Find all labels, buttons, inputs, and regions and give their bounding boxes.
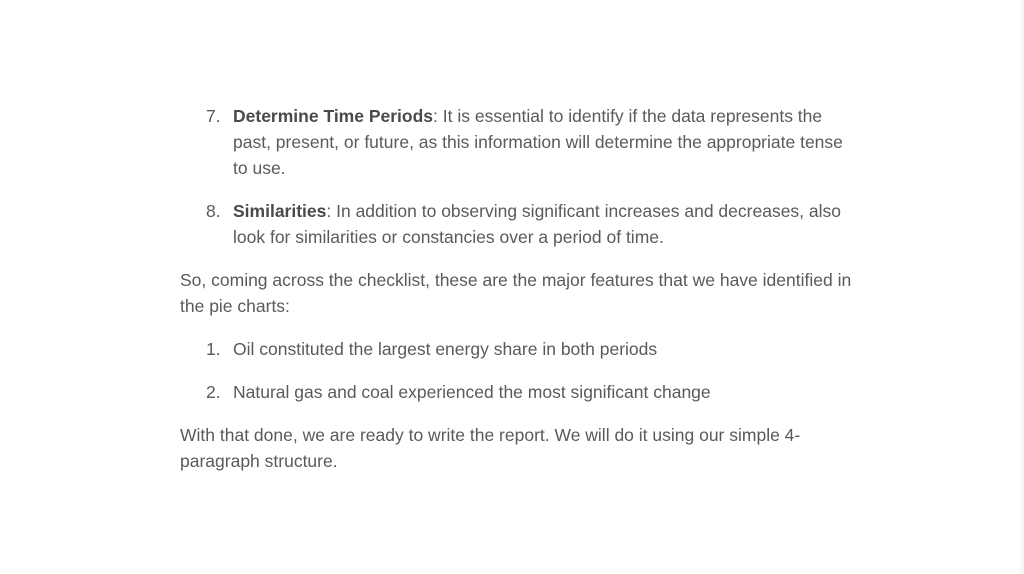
list-number: 2. <box>206 382 221 402</box>
feature-text: Natural gas and coal experienced the most significant change <box>233 382 711 402</box>
feature-text: Oil constituted the largest energy share in both periods <box>233 339 658 359</box>
list-number: 7. <box>206 106 221 126</box>
closing-paragraph: With that done, we are ready to write the report. We will do it using our simple 4-paragraph structure. <box>180 425 801 471</box>
checklist-item-time-periods <box>180 103 860 181</box>
list-number: 8. <box>206 201 221 221</box>
checklist-term: Similarities <box>233 201 327 221</box>
list-number: 1. <box>206 339 221 359</box>
feature-item-gas-coal <box>180 379 860 405</box>
checklist-description: : In addition to observing significant increases and decreases, also look for similarities or constancies over a period of time. <box>233 201 841 247</box>
page-edge-shadow <box>1018 0 1024 574</box>
checklist-item-similarities <box>180 198 860 250</box>
checklist-description: : It is essential to identify if the data represents the past, present, or future, as this information will determine the appropriate tense to use. <box>233 106 843 178</box>
intro-paragraph: So, coming across the checklist, these are the major features that we have identified in the pie charts: <box>180 270 852 316</box>
checklist-term: Determine Time Periods <box>233 106 434 126</box>
feature-item-oil <box>180 336 860 362</box>
document-body <box>180 103 860 474</box>
